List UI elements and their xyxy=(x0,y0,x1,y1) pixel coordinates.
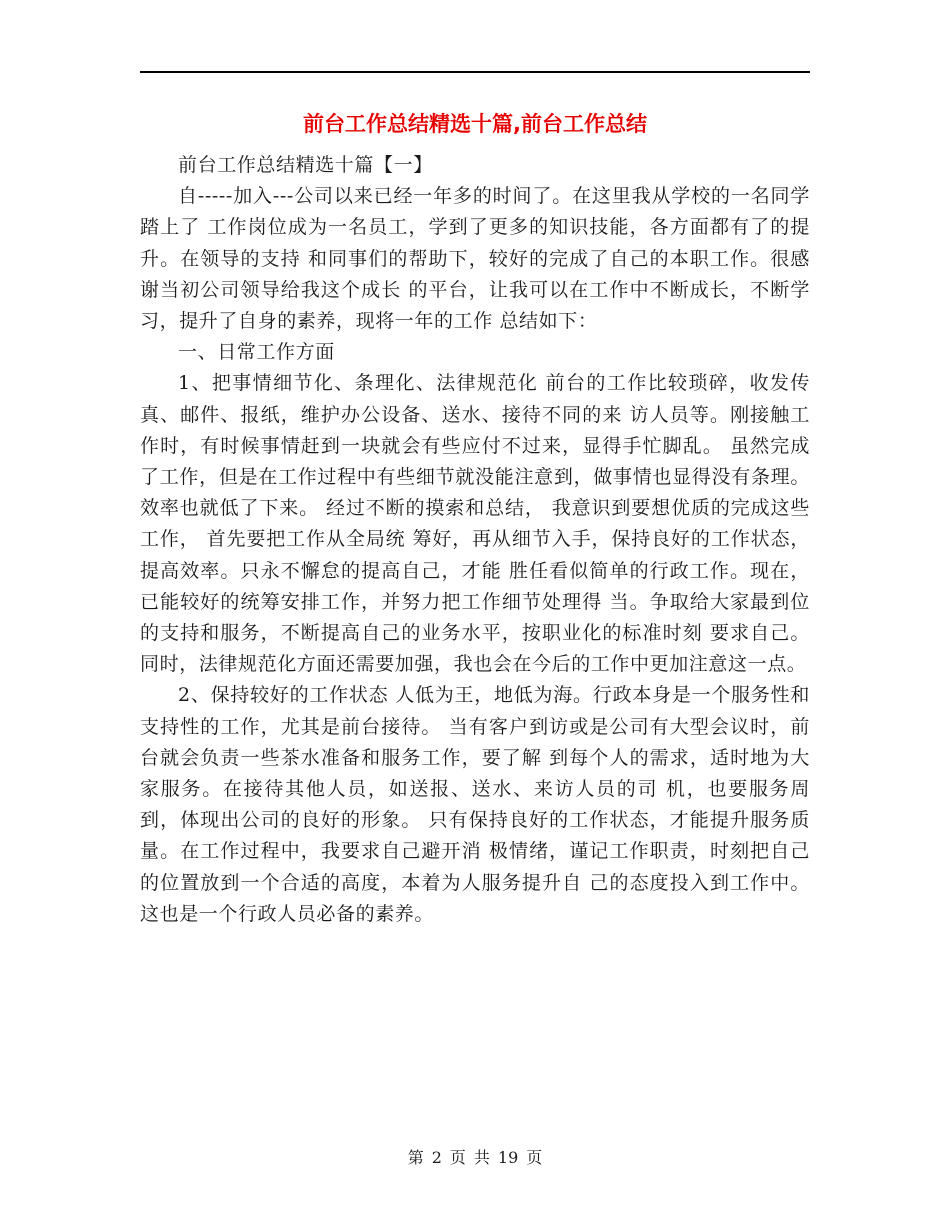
footer-suffix: 页 xyxy=(526,1148,543,1167)
subsection-heading: 一、日常工作方面 xyxy=(178,341,335,364)
document-title: 前台工作总结精选十篇,前台工作总结 xyxy=(303,112,647,136)
current-page-number: 2 xyxy=(431,1148,442,1167)
intro-paragraph: 自-----加入---公司以来已经一年多的时间了。在这里我从学校的一名同学踏上了 工作岗位成为一名员工，学到了更多的知识技能，各方面都有了的提升。在领导的支持 和同事们的帮助下，较好的完成了自己的本职工作。很感谢当初公司领导给我这个成长 的平台，让我可以在工作中不断成长，不断学习，提升了自身的素养，现将一年的工作 总结如下： xyxy=(140,185,810,333)
body-paragraph-2: 2、保持较好的工作状态 人低为王，地低为海。行政本身是一个服务性和支持性的工作，尤其是前台接待。 当有客户到访或是公司有大型会议时，前台就会负责一些茶水准备和服务工作，要了解 到每个人的需求，适时地为大家服务。在接待其他人员，如送报、送水、来访人员的司 机，也要服务周到，体现出公司的良好的形象。 只有保持良好的工作状态，才能提升服务质量。在工作过程中，我要求自己避开消 极情绪，谨记工作职责，时刻把自己的位置放到一个合适的高度，本着为人服务提升自 己的态度投入到工作中。这也是一个行政人员必备的素养。 xyxy=(140,684,810,925)
footer-prefix: 第 xyxy=(407,1148,424,1167)
section-heading: 前台工作总结精选十篇【一】 xyxy=(178,154,433,176)
body-paragraph-1: 1、把事情细节化、条理化、法律规范化 前台的工作比较琐碎，收发传真、邮件、报纸，维护办公设备、送水、接待不同的来 访人员等。刚接触工作时，有时候事情赶到一块就会有些应付不过来，显得手忙脚乱。 虽然完成了工作，但是在工作过程中有些细节就没能注意到，做事情也显得没有条理。 效率也就低了下来。 经过不断的摸索和总结， 我意识到要想优质的完成这些工作， 首先要把工作从全局统 筹好，再从细节入手，保持良好的工作状态，提高效率。只永不懈怠的提高自己，才能 胜任看似简单的行政工作。现在，已能较好的统筹安排工作，并努力把工作细节处理得 当。争取给大家最到位的支持和服务，不断提高自己的业务水平，按职业化的标准时刻 要求自己。同时，法律规范化方面还需要加强，我也会在今后的工作中更加注意这一点。 xyxy=(140,372,810,676)
header-rule xyxy=(140,71,810,73)
footer-page-label: 页 xyxy=(449,1148,466,1167)
total-page-count: 19 xyxy=(497,1148,519,1167)
document-body xyxy=(140,150,810,930)
page-footer xyxy=(0,1147,950,1169)
footer-total-label: 共 xyxy=(473,1148,490,1167)
